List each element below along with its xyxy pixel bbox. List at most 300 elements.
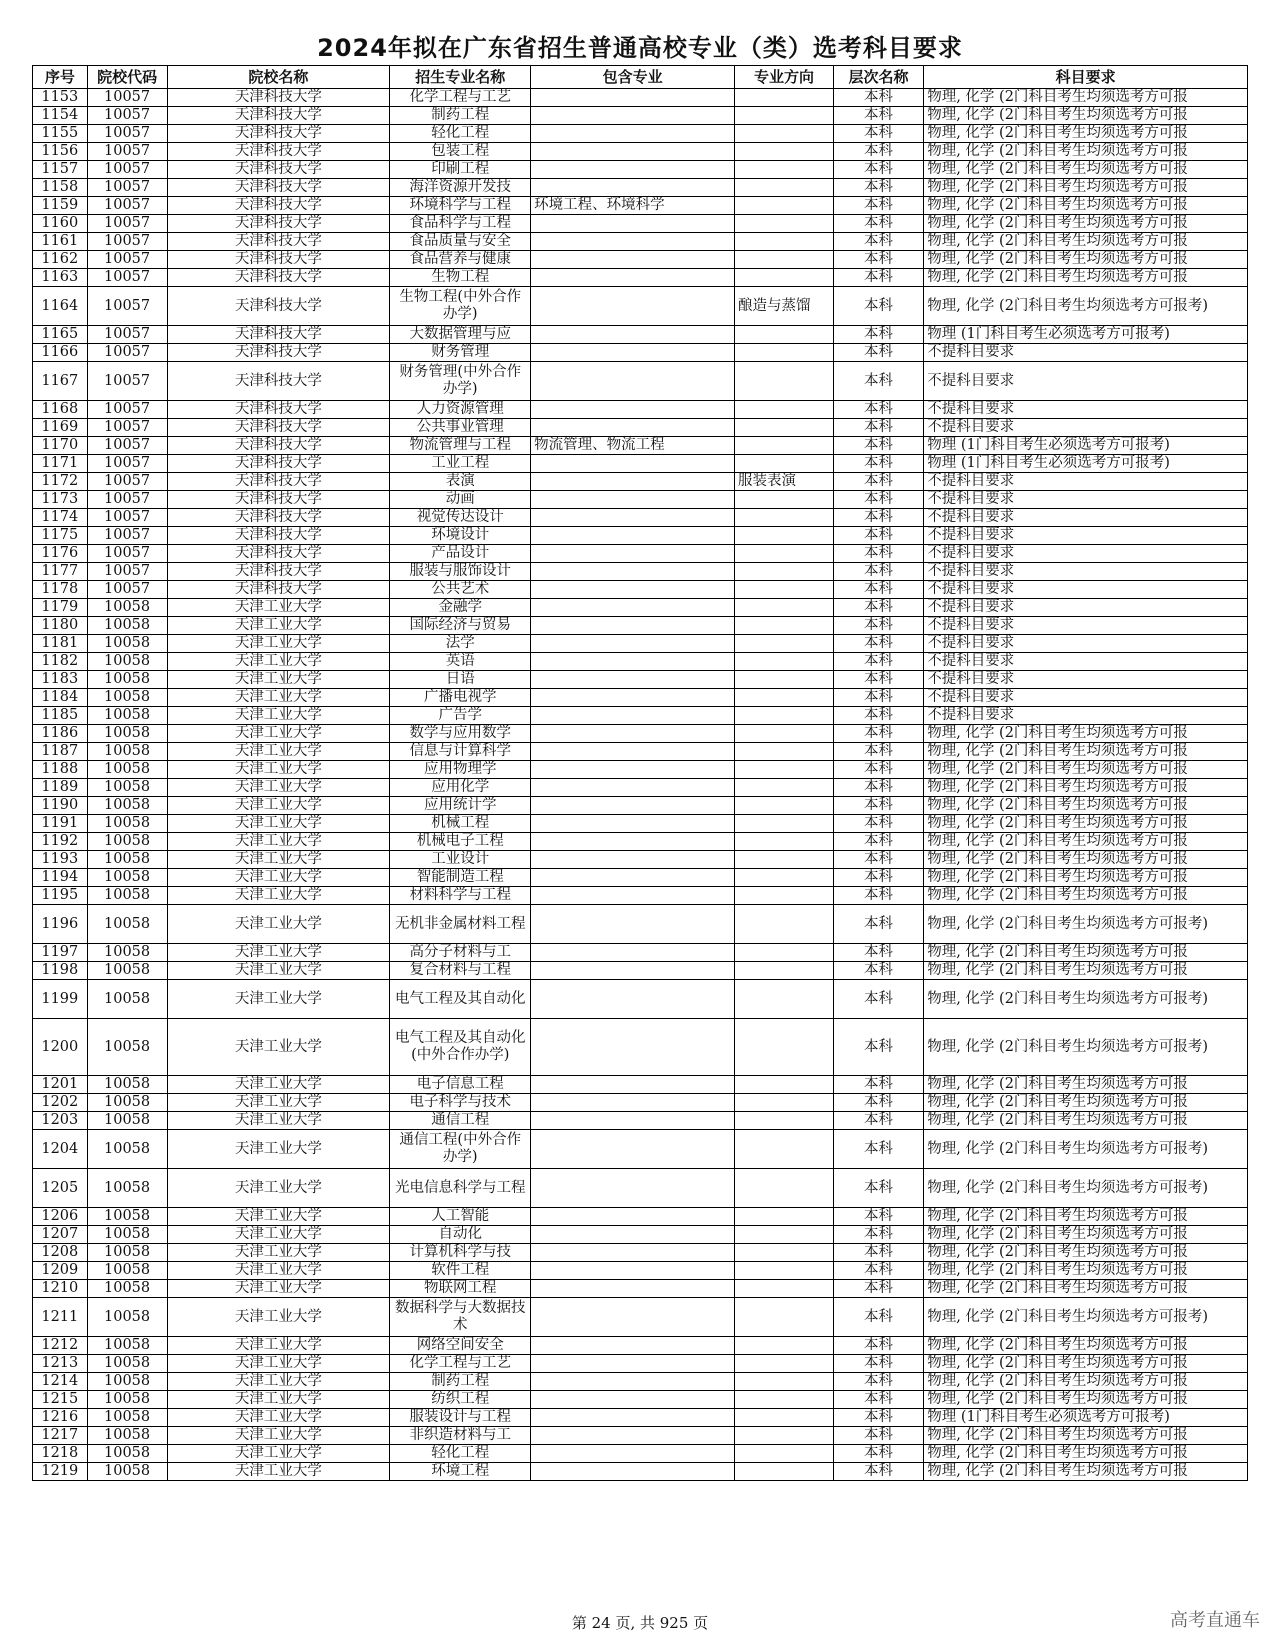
table-row (33, 725, 1248, 743)
cell-level-name: 本科 (833, 743, 923, 761)
cell-subject-requirement: 物理, 化学 (2门科目考生均须选考方可报 (924, 944, 1248, 962)
cell-school-code: 10057 (87, 545, 167, 563)
cell-subject-requirement: 不提科目要求 (924, 599, 1248, 617)
table-row (33, 653, 1248, 671)
cell-row-no: 1172 (33, 473, 88, 491)
cell-school-name: 天津科技大学 (167, 107, 390, 125)
cell-subject-requirement: 不提科目要求 (924, 545, 1248, 563)
cell-included-majors (531, 743, 735, 761)
cell-included-majors (531, 725, 735, 743)
table-header-row (33, 66, 1248, 89)
cell-school-code: 10058 (87, 1280, 167, 1298)
cell-major-direction (735, 1076, 834, 1094)
cell-major-direction (735, 455, 834, 473)
cell-major-name: 公共事业管理 (390, 419, 531, 437)
cell-row-no: 1154 (33, 107, 88, 125)
cell-row-no: 1174 (33, 509, 88, 527)
cell-school-code: 10058 (87, 671, 167, 689)
cell-major-name: 化学工程与工艺 (390, 1355, 531, 1373)
cell-subject-requirement: 物理, 化学 (2门科目考生均须选考方可报 (924, 1094, 1248, 1112)
cell-school-name: 天津科技大学 (167, 491, 390, 509)
cell-school-code: 10057 (87, 563, 167, 581)
cell-major-direction (735, 779, 834, 797)
cell-row-no: 1215 (33, 1391, 88, 1409)
cell-school-code: 10058 (87, 1427, 167, 1445)
table-row (33, 215, 1248, 233)
cell-major-direction (735, 833, 834, 851)
cell-major-name: 网络空间安全 (390, 1337, 531, 1355)
cell-school-name: 天津科技大学 (167, 161, 390, 179)
cell-included-majors (531, 1076, 735, 1094)
cell-school-code: 10058 (87, 1112, 167, 1130)
cell-included-majors: 物流管理、物流工程 (531, 437, 735, 455)
cell-row-no: 1189 (33, 779, 88, 797)
cell-included-majors (531, 269, 735, 287)
cell-row-no: 1216 (33, 1409, 88, 1427)
col-header-major: 招生专业名称 (390, 66, 531, 89)
page-number: 第 24 页, 共 925 页 (571, 1614, 709, 1632)
cell-level-name: 本科 (833, 362, 923, 401)
cell-level-name: 本科 (833, 905, 923, 944)
cell-included-majors (531, 401, 735, 419)
cell-level-name: 本科 (833, 1169, 923, 1208)
cell-school-name: 天津工业大学 (167, 761, 390, 779)
cell-row-no: 1211 (33, 1298, 88, 1337)
cell-row-no: 1195 (33, 887, 88, 905)
cell-subject-requirement: 物理, 化学 (2门科目考生均须选考方可报 (924, 725, 1248, 743)
cell-row-no: 1173 (33, 491, 88, 509)
cell-school-code: 10057 (87, 362, 167, 401)
table-row (33, 1019, 1248, 1076)
cell-school-name: 天津工业大学 (167, 743, 390, 761)
cell-major-name: 生物工程(中外合作办学) (390, 287, 531, 326)
cell-major-direction (735, 1463, 834, 1481)
cell-school-code: 10057 (87, 509, 167, 527)
cell-major-name: 机械工程 (390, 815, 531, 833)
cell-subject-requirement: 物理 (1门科目考生必须选考方可报考) (924, 1409, 1248, 1427)
cell-school-name: 天津工业大学 (167, 1244, 390, 1262)
cell-level-name: 本科 (833, 473, 923, 491)
cell-level-name: 本科 (833, 1130, 923, 1169)
cell-included-majors (531, 1427, 735, 1445)
cell-row-no: 1158 (33, 179, 88, 197)
cell-subject-requirement: 物理, 化学 (2门科目考生均须选考方可报 (924, 1280, 1248, 1298)
cell-school-name: 天津科技大学 (167, 455, 390, 473)
cell-school-name: 天津工业大学 (167, 1298, 390, 1337)
cell-included-majors (531, 1262, 735, 1280)
cell-row-no: 1186 (33, 725, 88, 743)
cell-included-majors (531, 1409, 735, 1427)
cell-included-majors (531, 143, 735, 161)
cell-row-no: 1199 (33, 980, 88, 1019)
cell-school-name: 天津科技大学 (167, 197, 390, 215)
table-row (33, 797, 1248, 815)
cell-school-code: 10058 (87, 779, 167, 797)
cell-row-no: 1214 (33, 1373, 88, 1391)
cell-school-name: 天津工业大学 (167, 1019, 390, 1076)
cell-major-name: 计算机科学与技 (390, 1244, 531, 1262)
cell-school-name: 天津工业大学 (167, 815, 390, 833)
table-row (33, 1298, 1248, 1337)
cell-included-majors (531, 179, 735, 197)
cell-major-direction (735, 1019, 834, 1076)
cell-included-majors (531, 233, 735, 251)
cell-row-no: 1171 (33, 455, 88, 473)
cell-level-name: 本科 (833, 1337, 923, 1355)
cell-level-name: 本科 (833, 251, 923, 269)
table-row (33, 635, 1248, 653)
cell-school-name: 天津工业大学 (167, 599, 390, 617)
cell-school-code: 10058 (87, 851, 167, 869)
cell-school-code: 10057 (87, 179, 167, 197)
cell-major-direction (735, 89, 834, 107)
cell-included-majors (531, 563, 735, 581)
cell-school-name: 天津工业大学 (167, 1355, 390, 1373)
cell-major-name: 产品设计 (390, 545, 531, 563)
cell-school-code: 10057 (87, 125, 167, 143)
cell-subject-requirement: 物理, 化学 (2门科目考生均须选考方可报 (924, 797, 1248, 815)
cell-row-no: 1180 (33, 617, 88, 635)
cell-major-direction (735, 1244, 834, 1262)
cell-major-direction (735, 1337, 834, 1355)
cell-row-no: 1200 (33, 1019, 88, 1076)
cell-school-name: 天津工业大学 (167, 1130, 390, 1169)
cell-major-direction (735, 797, 834, 815)
cell-level-name: 本科 (833, 1298, 923, 1337)
cell-row-no: 1168 (33, 401, 88, 419)
cell-level-name: 本科 (833, 869, 923, 887)
col-header-school: 院校名称 (167, 66, 390, 89)
cell-major-direction (735, 344, 834, 362)
cell-included-majors (531, 455, 735, 473)
cell-subject-requirement: 不提科目要求 (924, 689, 1248, 707)
cell-included-majors (531, 1298, 735, 1337)
cell-subject-requirement: 不提科目要求 (924, 473, 1248, 491)
cell-row-no: 1188 (33, 761, 88, 779)
cell-major-name: 包装工程 (390, 143, 531, 161)
cell-level-name: 本科 (833, 635, 923, 653)
brand-watermark: 高考直通车 (1170, 1610, 1260, 1631)
cell-level-name: 本科 (833, 1226, 923, 1244)
cell-school-name: 天津工业大学 (167, 1373, 390, 1391)
cell-school-code: 10058 (87, 815, 167, 833)
cell-level-name: 本科 (833, 287, 923, 326)
cell-row-no: 1197 (33, 944, 88, 962)
cell-included-majors (531, 1337, 735, 1355)
cell-row-no: 1198 (33, 962, 88, 980)
table-row (33, 344, 1248, 362)
cell-included-majors (531, 1244, 735, 1262)
cell-level-name: 本科 (833, 707, 923, 725)
cell-subject-requirement: 物理, 化学 (2门科目考生均须选考方可报 (924, 233, 1248, 251)
table-row (33, 1427, 1248, 1445)
cell-level-name: 本科 (833, 653, 923, 671)
cell-school-name: 天津工业大学 (167, 617, 390, 635)
table-row (33, 1355, 1248, 1373)
cell-major-name: 应用化学 (390, 779, 531, 797)
cell-subject-requirement: 物理, 化学 (2门科目考生均须选考方可报 (924, 1391, 1248, 1409)
col-header-requirement: 科目要求 (924, 66, 1248, 89)
cell-major-direction (735, 1112, 834, 1130)
cell-major-name: 数据科学与大数据技术 (390, 1298, 531, 1337)
cell-subject-requirement: 物理, 化学 (2门科目考生均须选考方可报 (924, 269, 1248, 287)
cell-level-name: 本科 (833, 269, 923, 287)
cell-major-name: 应用统计学 (390, 797, 531, 815)
cell-major-direction (735, 563, 834, 581)
cell-included-majors (531, 1208, 735, 1226)
cell-major-direction (735, 1391, 834, 1409)
cell-row-no: 1162 (33, 251, 88, 269)
cell-school-code: 10058 (87, 761, 167, 779)
cell-subject-requirement: 物理, 化学 (2门科目考生均须选考方可报 (924, 251, 1248, 269)
table-row (33, 179, 1248, 197)
cell-major-name: 视觉传达设计 (390, 509, 531, 527)
cell-major-direction (735, 1226, 834, 1244)
cell-included-majors (531, 815, 735, 833)
cell-subject-requirement: 物理, 化学 (2门科目考生均须选考方可报 (924, 107, 1248, 125)
cell-major-direction (735, 251, 834, 269)
cell-subject-requirement: 物理, 化学 (2门科目考生均须选考方可报考) (924, 1169, 1248, 1208)
cell-row-no: 1156 (33, 143, 88, 161)
cell-subject-requirement: 物理, 化学 (2门科目考生均须选考方可报 (924, 1427, 1248, 1445)
cell-row-no: 1153 (33, 89, 88, 107)
cell-school-code: 10057 (87, 401, 167, 419)
cell-level-name: 本科 (833, 125, 923, 143)
cell-major-direction (735, 107, 834, 125)
cell-row-no: 1212 (33, 1337, 88, 1355)
cell-row-no: 1192 (33, 833, 88, 851)
table-row (33, 905, 1248, 944)
cell-school-code: 10057 (87, 419, 167, 437)
cell-major-direction (735, 815, 834, 833)
cell-major-direction (735, 743, 834, 761)
cell-subject-requirement: 物理, 化学 (2门科目考生均须选考方可报考) (924, 1130, 1248, 1169)
cell-school-code: 10057 (87, 233, 167, 251)
cell-major-direction (735, 761, 834, 779)
cell-subject-requirement: 物理, 化学 (2门科目考生均须选考方可报考) (924, 1298, 1248, 1337)
cell-major-direction (735, 1298, 834, 1337)
cell-school-name: 天津科技大学 (167, 581, 390, 599)
cell-school-name: 天津科技大学 (167, 251, 390, 269)
cell-subject-requirement: 物理 (1门科目考生必须选考方可报考) (924, 437, 1248, 455)
cell-school-code: 10058 (87, 1337, 167, 1355)
cell-school-name: 天津工业大学 (167, 980, 390, 1019)
table-row (33, 1280, 1248, 1298)
cell-school-name: 天津工业大学 (167, 1445, 390, 1463)
cell-school-code: 10058 (87, 980, 167, 1019)
cell-school-name: 天津科技大学 (167, 527, 390, 545)
col-header-direction: 专业方向 (735, 66, 834, 89)
cell-subject-requirement: 物理, 化学 (2门科目考生均须选考方可报 (924, 779, 1248, 797)
cell-school-code: 10058 (87, 887, 167, 905)
cell-major-direction (735, 1409, 834, 1427)
cell-major-name: 广播电视学 (390, 689, 531, 707)
cell-school-code: 10058 (87, 743, 167, 761)
table-row (33, 1244, 1248, 1262)
cell-subject-requirement: 不提科目要求 (924, 581, 1248, 599)
table-row (33, 1409, 1248, 1427)
cell-school-code: 10058 (87, 1463, 167, 1481)
cell-school-code: 10058 (87, 635, 167, 653)
cell-major-direction (735, 1169, 834, 1208)
cell-row-no: 1179 (33, 599, 88, 617)
cell-subject-requirement: 物理, 化学 (2门科目考生均须选考方可报考) (924, 980, 1248, 1019)
cell-major-name: 动画 (390, 491, 531, 509)
cell-major-name: 环境工程 (390, 1463, 531, 1481)
cell-school-name: 天津工业大学 (167, 707, 390, 725)
cell-row-no: 1217 (33, 1427, 88, 1445)
cell-major-direction (735, 617, 834, 635)
cell-included-majors (531, 1280, 735, 1298)
cell-school-code: 10058 (87, 689, 167, 707)
cell-major-direction (735, 509, 834, 527)
cell-included-majors (531, 671, 735, 689)
cell-row-no: 1183 (33, 671, 88, 689)
table-row (33, 362, 1248, 401)
cell-school-name: 天津科技大学 (167, 545, 390, 563)
cell-major-direction (735, 599, 834, 617)
cell-major-name: 电子科学与技术 (390, 1094, 531, 1112)
table-row (33, 980, 1248, 1019)
cell-school-code: 10057 (87, 344, 167, 362)
cell-included-majors (531, 344, 735, 362)
cell-subject-requirement: 不提科目要求 (924, 653, 1248, 671)
cell-school-code: 10058 (87, 1373, 167, 1391)
cell-major-direction (735, 653, 834, 671)
cell-included-majors (531, 326, 735, 344)
cell-subject-requirement: 物理, 化学 (2门科目考生均须选考方可报 (924, 1445, 1248, 1463)
cell-school-name: 天津工业大学 (167, 1391, 390, 1409)
cell-school-name: 天津工业大学 (167, 1463, 390, 1481)
cell-row-no: 1159 (33, 197, 88, 215)
cell-major-direction (735, 962, 834, 980)
cell-major-direction (735, 1427, 834, 1445)
cell-major-direction (735, 179, 834, 197)
cell-school-code: 10058 (87, 833, 167, 851)
cell-included-majors (531, 707, 735, 725)
cell-school-name: 天津科技大学 (167, 326, 390, 344)
cell-level-name: 本科 (833, 437, 923, 455)
cell-major-direction (735, 944, 834, 962)
cell-subject-requirement: 物理, 化学 (2门科目考生均须选考方可报 (924, 1076, 1248, 1094)
cell-row-no: 1203 (33, 1112, 88, 1130)
cell-row-no: 1165 (33, 326, 88, 344)
cell-included-majors (531, 869, 735, 887)
cell-row-no: 1161 (33, 233, 88, 251)
cell-level-name: 本科 (833, 725, 923, 743)
cell-major-name: 英语 (390, 653, 531, 671)
cell-level-name: 本科 (833, 1355, 923, 1373)
cell-major-name: 工业设计 (390, 851, 531, 869)
cell-major-name: 化学工程与工艺 (390, 89, 531, 107)
cell-major-direction (735, 362, 834, 401)
cell-level-name: 本科 (833, 143, 923, 161)
cell-row-no: 1206 (33, 1208, 88, 1226)
cell-major-direction (735, 161, 834, 179)
cell-subject-requirement: 物理, 化学 (2门科目考生均须选考方可报 (924, 887, 1248, 905)
cell-level-name: 本科 (833, 980, 923, 1019)
table-row (33, 743, 1248, 761)
cell-major-name: 应用物理学 (390, 761, 531, 779)
cell-major-name: 材料科学与工程 (390, 887, 531, 905)
table-row (33, 779, 1248, 797)
cell-row-no: 1182 (33, 653, 88, 671)
cell-subject-requirement: 不提科目要求 (924, 671, 1248, 689)
cell-major-name: 制药工程 (390, 107, 531, 125)
cell-major-direction (735, 437, 834, 455)
cell-included-majors (531, 1463, 735, 1481)
cell-included-majors (531, 1130, 735, 1169)
table-row (33, 689, 1248, 707)
cell-major-direction (735, 581, 834, 599)
cell-school-name: 天津工业大学 (167, 1280, 390, 1298)
cell-included-majors (531, 1094, 735, 1112)
cell-included-majors (531, 1169, 735, 1208)
cell-school-code: 10058 (87, 1226, 167, 1244)
cell-major-name: 自动化 (390, 1226, 531, 1244)
table-row (33, 851, 1248, 869)
cell-level-name: 本科 (833, 107, 923, 125)
cell-major-name: 食品质量与安全 (390, 233, 531, 251)
cell-school-code: 10058 (87, 725, 167, 743)
cell-school-code: 10058 (87, 1076, 167, 1094)
cell-major-name: 大数据管理与应 (390, 326, 531, 344)
cell-major-direction (735, 635, 834, 653)
cell-school-name: 天津工业大学 (167, 635, 390, 653)
table-row (33, 527, 1248, 545)
table-row (33, 1226, 1248, 1244)
cell-school-name: 天津科技大学 (167, 89, 390, 107)
cell-major-name: 通信工程 (390, 1112, 531, 1130)
cell-major-direction (735, 197, 834, 215)
cell-subject-requirement: 不提科目要求 (924, 362, 1248, 401)
cell-school-code: 10057 (87, 197, 167, 215)
cell-level-name: 本科 (833, 1076, 923, 1094)
table-row (33, 437, 1248, 455)
table-row (33, 761, 1248, 779)
cell-included-majors (531, 761, 735, 779)
cell-level-name: 本科 (833, 1391, 923, 1409)
cell-major-direction (735, 401, 834, 419)
cell-major-name: 工业工程 (390, 455, 531, 473)
cell-school-name: 天津科技大学 (167, 233, 390, 251)
table-row (33, 1130, 1248, 1169)
cell-school-name: 天津工业大学 (167, 1427, 390, 1445)
cell-major-direction (735, 689, 834, 707)
cell-level-name: 本科 (833, 179, 923, 197)
cell-subject-requirement: 物理 (1门科目考生必须选考方可报考) (924, 455, 1248, 473)
cell-school-name: 天津工业大学 (167, 833, 390, 851)
cell-major-name: 生物工程 (390, 269, 531, 287)
cell-school-name: 天津工业大学 (167, 797, 390, 815)
cell-school-code: 10058 (87, 905, 167, 944)
cell-major-direction (735, 1262, 834, 1280)
cell-major-direction (735, 125, 834, 143)
col-header-included: 包含专业 (531, 66, 735, 89)
cell-included-majors (531, 107, 735, 125)
cell-subject-requirement: 不提科目要求 (924, 491, 1248, 509)
cell-row-no: 1196 (33, 905, 88, 944)
cell-school-code: 10058 (87, 1409, 167, 1427)
cell-major-direction (735, 725, 834, 743)
table-row (33, 617, 1248, 635)
cell-school-code: 10057 (87, 143, 167, 161)
cell-subject-requirement: 物理, 化学 (2门科目考生均须选考方可报 (924, 869, 1248, 887)
cell-subject-requirement: 不提科目要求 (924, 635, 1248, 653)
cell-school-name: 天津科技大学 (167, 401, 390, 419)
cell-major-direction (735, 1373, 834, 1391)
cell-school-code: 10058 (87, 599, 167, 617)
